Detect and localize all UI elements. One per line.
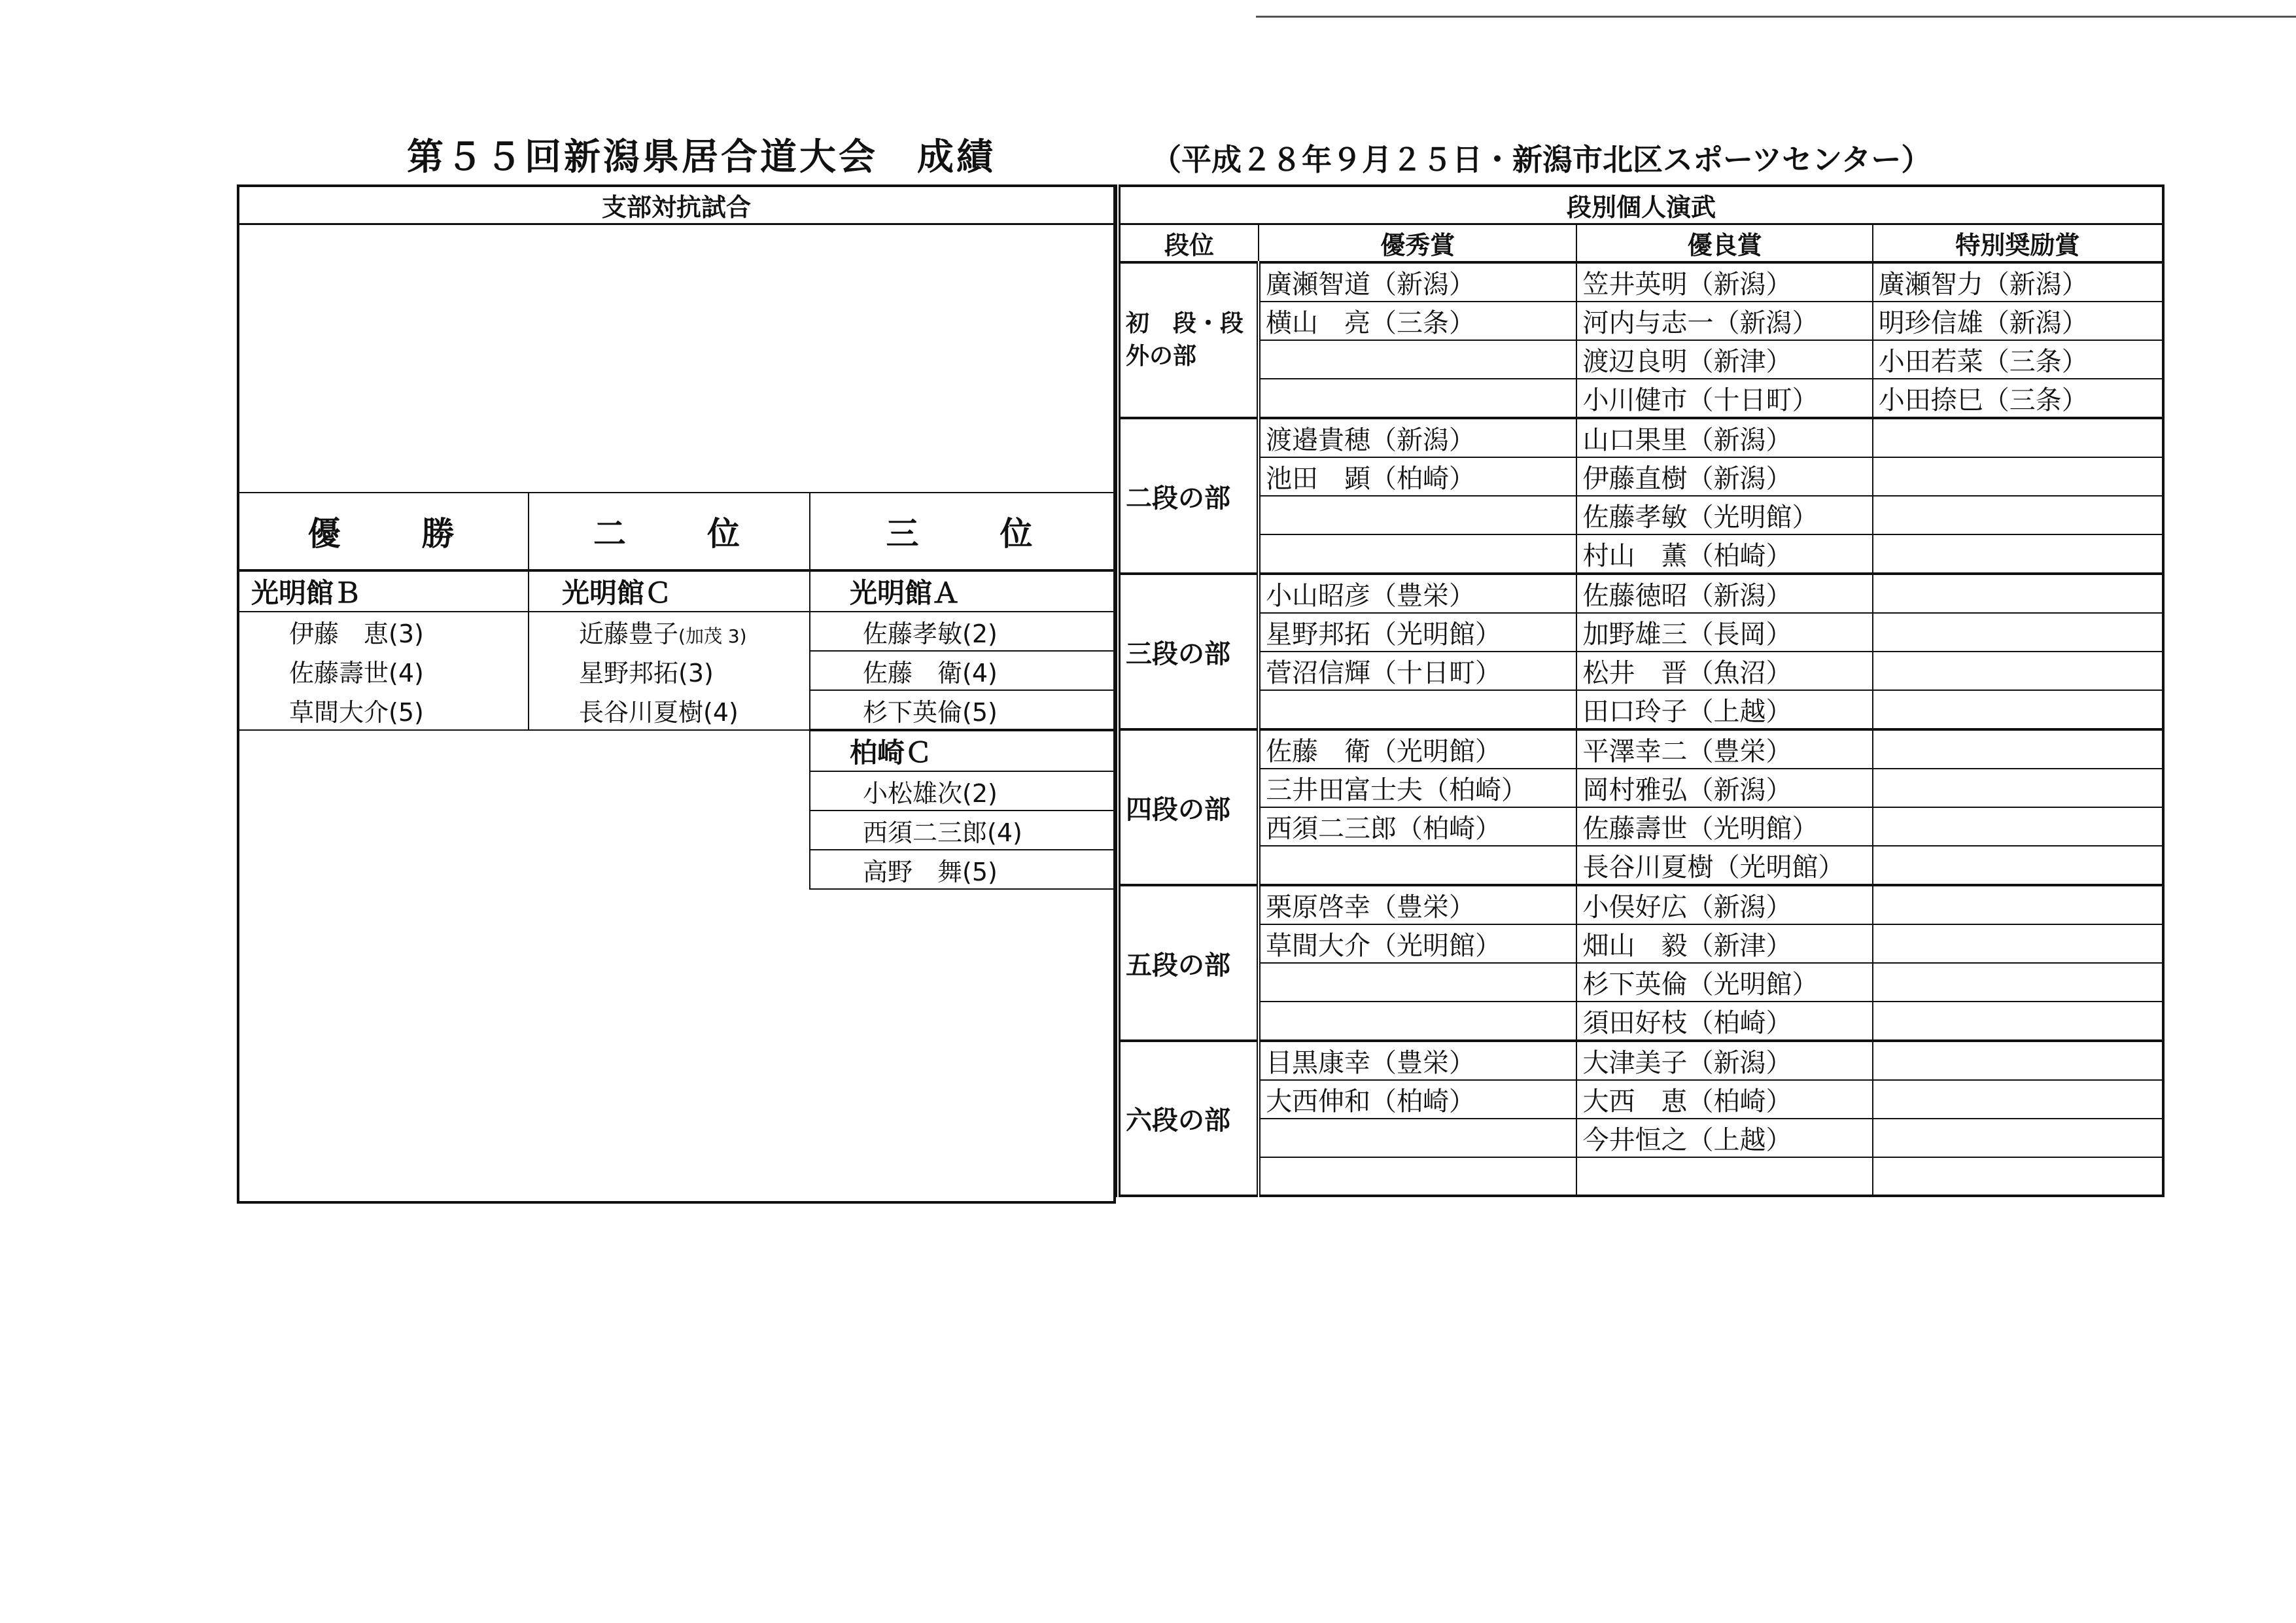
rank-group-row (1118, 1080, 2163, 1119)
empty-cell (238, 730, 529, 771)
special-award-cell (1873, 1157, 2163, 1196)
good-award-cell: 佐藤孝敏（光明館） (1576, 496, 1872, 534)
page-subtitle: （平成２８年９月２５日・新潟市北区スポーツセンター） (1151, 142, 1932, 177)
good-award-cell: 小川健市（十日町） (1576, 379, 1872, 418)
rank-group-row (1118, 1157, 2163, 1196)
good-award-cell: 岡村雅弘（新潟） (1576, 769, 1872, 807)
special-award-cell (1873, 885, 2163, 924)
third-b-member: 小松雄次(2) (810, 771, 1115, 811)
special-award-cell (1873, 1119, 2163, 1157)
rank-label: 五段の部 (1118, 885, 1259, 1041)
empty-cell (529, 771, 810, 811)
second-member: 近藤豊子(加茂 3) (529, 612, 810, 651)
good-award-cell: 長谷川夏樹（光明館） (1576, 846, 1872, 885)
third-a-member: 杉下英倫(5) (810, 690, 1115, 730)
good-award-cell: 今井恒之（上越） (1576, 1119, 1872, 1157)
rank-group-row (1118, 418, 2163, 457)
special-award-cell: 明珍信雄（新潟） (1873, 302, 2163, 340)
rank-group-row (1118, 1002, 2163, 1041)
rank-group-row (1118, 262, 2163, 302)
rank-group-row (1118, 1119, 2163, 1157)
good-award-cell: 須田好枝（柏崎） (1576, 1002, 1872, 1041)
excellent-award-cell (1259, 379, 1576, 418)
rank-group-row (1118, 302, 2163, 340)
second-team: 光明館Ｃ (529, 570, 810, 612)
good-award-cell: 田口玲子（上越） (1576, 690, 1872, 729)
rank-label: 四段の部 (1118, 729, 1259, 885)
col-excellent: 優秀賞 (1259, 224, 1576, 263)
good-award-cell: 渡辺良明（新津） (1576, 340, 1872, 379)
rank-group-row (1118, 1041, 2163, 1080)
second-member: 星野邦拓(3) (529, 651, 810, 690)
page-title: 第５５回新潟県居合道大会 成績 (407, 136, 996, 179)
excellent-award-cell (1259, 1119, 1576, 1157)
col-special: 特別奨励賞 (1873, 224, 2163, 263)
empty-cell (238, 850, 529, 889)
individual-header: 段別個人演武 (1118, 186, 2163, 224)
col-good: 優良賞 (1576, 224, 1872, 263)
excellent-award-cell (1259, 534, 1576, 574)
empty-cell (238, 811, 529, 850)
special-award-cell (1873, 690, 2163, 729)
special-award-cell (1873, 1041, 2163, 1080)
excellent-award-cell: 三井田富士夫（柏崎） (1259, 769, 1576, 807)
winner-member: 草間大介(5) (238, 690, 529, 730)
good-award-cell: 笠井英明（新潟） (1576, 262, 1872, 302)
empty-cell (529, 850, 810, 889)
rank-group-row (1118, 496, 2163, 534)
third-b-member: 西須二三郎(4) (810, 811, 1115, 850)
rank-group-row (1118, 846, 2163, 885)
excellent-award-cell (1259, 1157, 1576, 1196)
excellent-award-cell: 目黒康幸（豊栄） (1259, 1041, 1576, 1080)
special-award-cell (1873, 924, 2163, 963)
good-award-cell: 杉下英倫（光明館） (1576, 963, 1872, 1002)
excellent-award-cell: 小山昭彦（豊栄） (1259, 574, 1576, 613)
good-award-cell: 大津美子（新潟） (1576, 1041, 1872, 1080)
excellent-award-cell: 菅沼信輝（十日町） (1259, 652, 1576, 690)
good-award-cell: 佐藤徳昭（新潟） (1576, 574, 1872, 613)
rank-group-row (1118, 613, 2163, 652)
good-award-cell: 河内与志一（新潟） (1576, 302, 1872, 340)
rank-label: 初 段・段外の部 (1118, 262, 1259, 418)
empty-cell (529, 811, 810, 850)
rank-group-row (1118, 379, 2163, 418)
excellent-award-cell: 西須二三郎（柏崎） (1259, 807, 1576, 846)
winner-member: 佐藤壽世(4) (238, 651, 529, 690)
good-award-cell (1576, 1157, 1872, 1196)
special-award-cell (1873, 1002, 2163, 1041)
good-award-cell: 松井 晋（魚沼） (1576, 652, 1872, 690)
rank-group-row (1118, 457, 2163, 496)
rank-group-row (1118, 652, 2163, 690)
place-second: 二 位 (529, 493, 810, 570)
winner-team: 光明館Ｂ (238, 570, 529, 612)
good-award-cell: 加野雄三（長岡） (1576, 613, 1872, 652)
special-award-cell (1873, 652, 2163, 690)
good-award-cell: 大西 恵（柏崎） (1576, 1080, 1872, 1119)
excellent-award-cell (1259, 340, 1576, 379)
excellent-award-cell (1259, 496, 1576, 534)
excellent-award-cell: 横山 亮（三条） (1259, 302, 1576, 340)
winner-member: 伊藤 恵(3) (238, 612, 529, 651)
excellent-award-cell (1259, 1002, 1576, 1041)
rank-group-row (1118, 574, 2163, 613)
special-award-cell (1873, 769, 2163, 807)
blank-area (238, 224, 1115, 493)
rank-group-row (1118, 729, 2163, 769)
rank-group-row (1118, 690, 2163, 729)
special-award-cell (1873, 963, 2163, 1002)
empty-cell (238, 771, 529, 811)
good-award-cell: 小俣好広（新潟） (1576, 885, 1872, 924)
excellent-award-cell: 渡邉貴穂（新潟） (1259, 418, 1576, 457)
col-rank: 段位 (1118, 224, 1259, 263)
special-award-cell (1873, 1080, 2163, 1119)
good-award-cell: 山口果里（新潟） (1576, 418, 1872, 457)
excellent-award-cell: 栗原啓幸（豊栄） (1259, 885, 1576, 924)
special-award-cell (1873, 496, 2163, 534)
special-award-cell (1873, 457, 2163, 496)
excellent-award-cell (1259, 690, 1576, 729)
rank-group-row (1118, 769, 2163, 807)
special-award-cell (1873, 534, 2163, 574)
individual-table (1115, 184, 2165, 1197)
team-match-table (237, 184, 1116, 1204)
third-team-b: 柏崎Ｃ (810, 730, 1115, 771)
rank-label: 六段の部 (1118, 1041, 1259, 1196)
place-third: 三 位 (810, 493, 1115, 570)
second-member: 長谷川夏樹(4) (529, 690, 810, 730)
good-award-cell: 平澤幸二（豊栄） (1576, 729, 1872, 769)
excellent-award-cell (1259, 846, 1576, 885)
empty-area (238, 889, 1115, 1202)
special-award-cell: 廣瀬智力（新潟） (1873, 262, 2163, 302)
third-a-member: 佐藤孝敏(2) (810, 612, 1115, 651)
excellent-award-cell: 星野邦拓（光明館） (1259, 613, 1576, 652)
excellent-award-cell: 草間大介（光明館） (1259, 924, 1576, 963)
place-first: 優 勝 (238, 493, 529, 570)
special-award-cell (1873, 574, 2163, 613)
third-b-member: 高野 舞(5) (810, 850, 1115, 889)
special-award-cell: 小田捺巳（三条） (1873, 379, 2163, 418)
rank-group-row (1118, 924, 2163, 963)
rank-group-row (1118, 885, 2163, 924)
rank-group-row (1118, 340, 2163, 379)
rank-group-row (1118, 963, 2163, 1002)
good-award-cell: 村山 薫（柏崎） (1576, 534, 1872, 574)
good-award-cell: 伊藤直樹（新潟） (1576, 457, 1872, 496)
rank-label: 三段の部 (1118, 574, 1259, 729)
rank-label: 二段の部 (1118, 418, 1259, 574)
empty-cell (529, 730, 810, 771)
team-match-header: 支部対抗試合 (238, 186, 1115, 224)
good-award-cell: 畑山 毅（新津） (1576, 924, 1872, 963)
top-rule (1256, 16, 2296, 18)
excellent-award-cell (1259, 963, 1576, 1002)
special-award-cell: 小田若菜（三条） (1873, 340, 2163, 379)
excellent-award-cell: 大西伸和（柏崎） (1259, 1080, 1576, 1119)
special-award-cell (1873, 418, 2163, 457)
special-award-cell (1873, 729, 2163, 769)
good-award-cell: 佐藤壽世（光明館） (1576, 807, 1872, 846)
special-award-cell (1873, 846, 2163, 885)
rank-group-row (1118, 807, 2163, 846)
third-team-a: 光明館Ａ (810, 570, 1115, 612)
third-a-member: 佐藤 衛(4) (810, 651, 1115, 690)
special-award-cell (1873, 613, 2163, 652)
special-award-cell (1873, 807, 2163, 846)
excellent-award-cell: 池田 顕（柏崎） (1259, 457, 1576, 496)
rank-group-row (1118, 534, 2163, 574)
excellent-award-cell: 佐藤 衛（光明館） (1259, 729, 1576, 769)
excellent-award-cell: 廣瀬智道（新潟） (1259, 262, 1576, 302)
